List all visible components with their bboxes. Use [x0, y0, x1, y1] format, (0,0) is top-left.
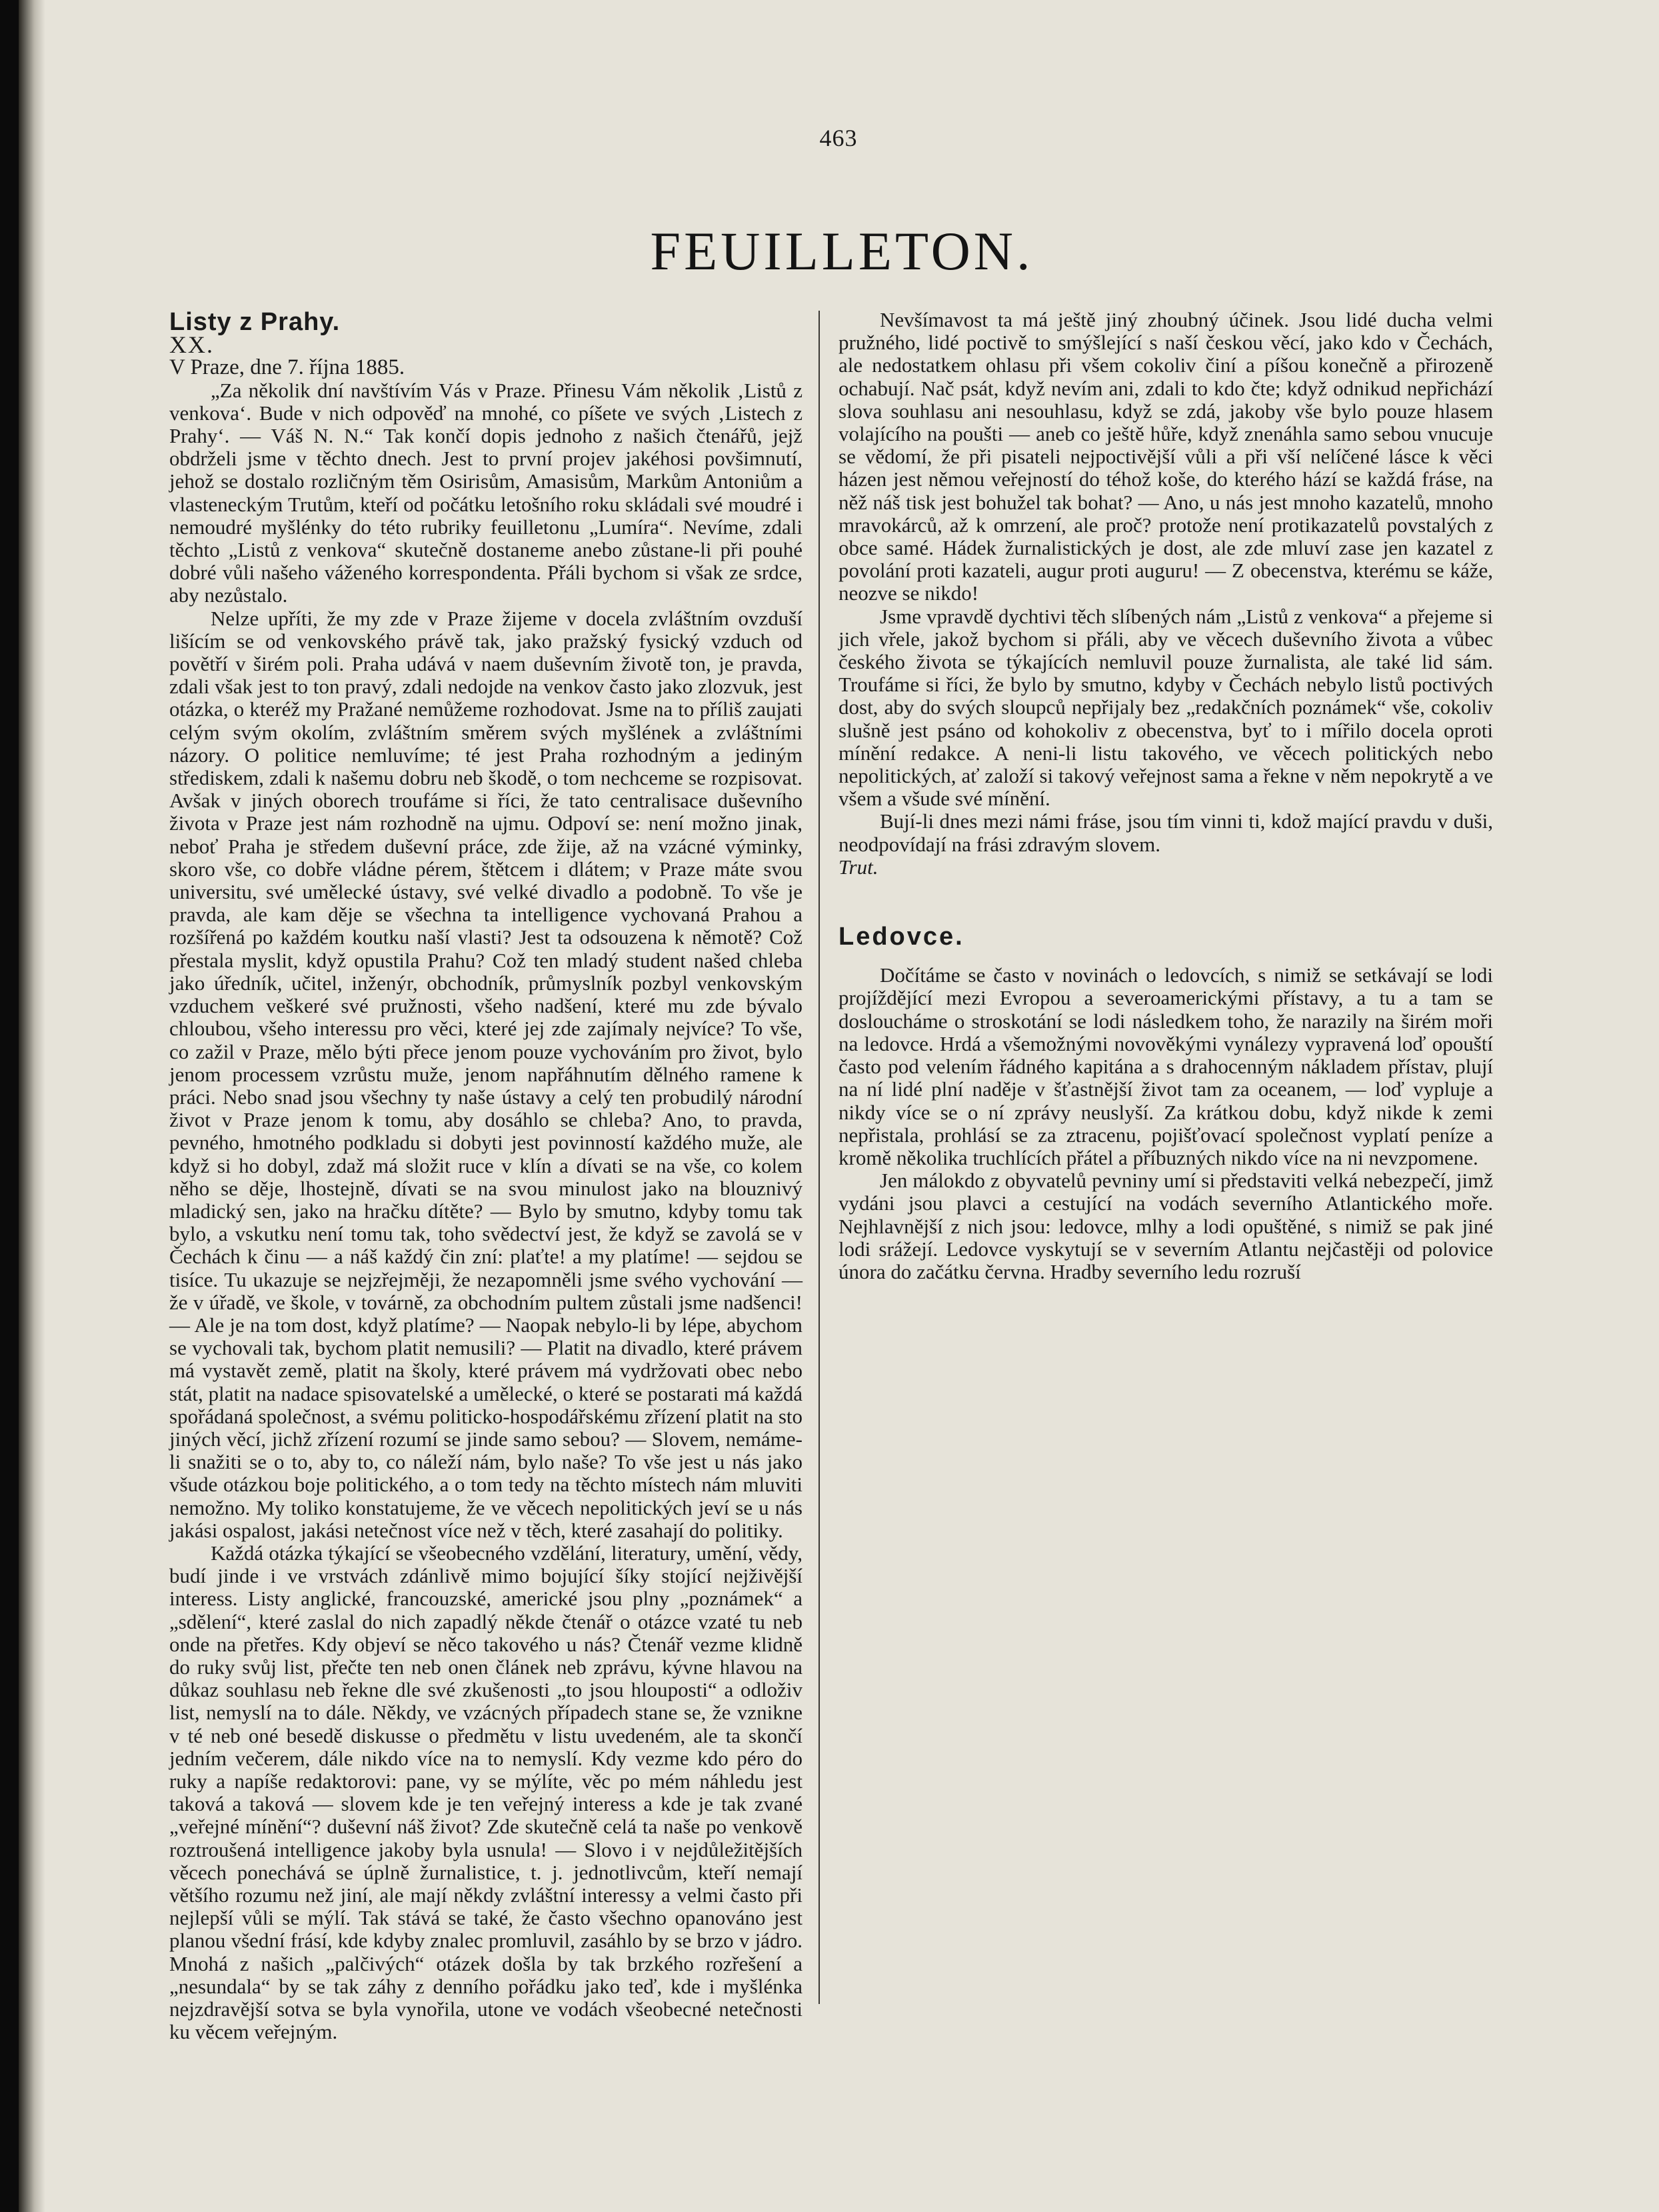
paragraph: Bují-li dnes mezi námi fráse, jsou tím vinni ti, kdož mající pravdu v duši, neodpovídají na frási zdravým slovem. [838, 809, 1493, 856]
article-ledovce [838, 925, 1493, 1283]
article-title: Listy z Prahy. [169, 308, 341, 336]
dateline: V Praze, dne 7. října 1885. [169, 355, 405, 380]
paragraph: „Za několik dní navštívím Vás v Praze. Přinesu Vám několik ‚Listů z venkova‘. Bude v nich odpověď na mnohé, co píšete ve svých ‚Listech z Prahy‘. — Váš N. N.“ Tak končí dopis jednoho z našich čtenářů, jejž obdrželi jsme v těchto dnech. Jest to první projev jakéhosi povšimnutí, jehož se dostalo rozličným těm Osirisům, Amasisům, Markům Antoniům a vlasteneckým Trutům, kteří od počátku letošního roku skládali své moudré i nemoudré myšlénky do této rubriky feuilletonu „Lumíra“. Nevíme, zdali těchto „Listů z venkova“ skutečně dostaneme anebo zůstane-li při pouhé dobré vůli našeho váženého korrespondenta. Přáli bychom si však ze srdce, aby nezůstalo. [169, 378, 803, 607]
section-heading: FEUILLETON. [650, 221, 1034, 281]
paragraph: Nevšímavost ta má ještě jiný zhoubný účinek. Jsou lidé ducha velmi pružného, lidé poctivě to smýšlející s naší českou věcí, jako kdo v Čechách, ale nedostatkem ohlasu při všem cokoliv činí a píšou konečně a přirozeně ochabují. Nač psát, když nevím ani, zdali to kdo čte; když odnikud nepřichází slova souhlasu ani nesouhlasu, když se zdá, jakoby vše bylo pouze hlasem volajícího na poušti — aneb co ještě hůře, když znenáhla samo sebou vnucuje se vědomí, že při pisateli nejpoctivější vůli a při vší nelíčené lásce k věci házen jest němou veřejností do téhož koše, do kterého hází se každá fráse, na něž náš tisk jest bohužel tak bohat? — Ano, u nás jest mnoho kazatelů, mnoho mravokárců, až k omrzení, ale proč? protože není protikazatelů povstalých z obce samé. Hádek žurnalistických je dost, ale zde mluví zase jen kazatel z povolání proti kazateli, augur proti auguru! — Z obecenstva, kterému se káže, neozve se nikdo! [838, 308, 1493, 605]
column-divider [819, 311, 820, 2004]
page-sheet [19, 0, 1659, 2212]
paragraph: Nelze upříti, že my zde v Praze žijeme v docela zvláštním ovzduší lišícím se od venkovského právě tak, jako pražský fysický vzduch od povětří v širém poli. Praha udává v naem duševním životě ton, je pravda, zdali však jest to ton pravý, zdali nedojde na venkov často jako zlozvuk, jest otázka, o kteréž my Pražané nemůžeme rozhodovat. Jsme na to příliš zaujati celým svým okolím, zvláštním směrem svých myšlének a zvláštními názory. O politice nemluvíme; té jest Praha rozhodným a jediným střediskem, zdali k našemu dobru neb škodě, o tom nechceme se rozpisovat. Avšak v jiných oborech troufáme si říci, že tato centralisace duševního života v Praze jest nám rozhodně na ujmu. Odpoví se: není možno jinak, neboť Praha je středem duševní práce, zde žije, až na vzácné výminky, skoro vše, co dobře vládne pérem, štětcem i dlátem; v Praze máte svou universitu, své umělecké ústavy, své velké divadlo a podobně. To vše je pravda, ale kam děje se všechna ta intelligence vychovaná Prahou a rozšířená po každém koutku naší vlasti? Jest ta odsouzena k němotě? Což přestala myslit, když opustila Prahu? Což ten mladý student našed chleba jako úředník, učitel, inženýr, obchodník, průmyslník pozbyl venkovským vzduchem veškeré své pružnosti, všeho nadšení, které mu zde bývalo chloubou, všeho interessu pro věci, které jej zde zajímaly nejvíce? To vše, co zažil v Praze, mělo býti přece jenom pouze vychováním pro život, bylo jenom processem vzrůstu muže, jenom napřáhnutím dělného ramene k práci. Nebo snad jsou všechny ty naše ústavy a celý ten probudilý národní život v Praze jenom k tomu, aby dosáhlo se chleba? Ano, to pravda, pevného, hmotného podkladu si dobyti jest povinností každého muže, ale když si ho dobyl, zdaž má složit ruce v klín a dívati se na vše, co kolem něho se děje, lhostejně, dívati se na svou minulost jako na blouznivý mladický sen, jako na hračku dítěte? — Bylo by smutno, kdyby tomu tak bylo, a vskutku není tomu tak, toho svědectví jest, že když se zavolá se v Čechách k činu — a náš každý čin zní: plaťte! a my platíme! — sejdou se tisíce. Tu ukazuje se nejzřejměji, že nezapomněli jsme svého vychování — že v úřadě, ve škole, v továrně, za obchodním pultem zůstali jsme nadšenci! — Ale je na tom dost, když platíme? — Naopak nebylo-li by lépe, abychom se vychovali tak, bychom platit nemusili? — Platit na divadlo, které právem má vystavět země, platit na školy, které právem má vydržovati obec nebo stát, platit na nadace spisovatelské a umělecké, o které se postarati má každá spořádaná společnost, a svému politicko-hospodářskému zřízení platit na sto jiných věcí, jichž zřízení rozumí se jinde samo sebou? — Slovem, nemáme-li snažiti se o to, aby to, co náleží nám, bylo naše? To vše jest u nás jako všude otázkou boje politického, a o tom tedy na těchto místech nám mluviti nemožno. My toliko konstatujeme, že ve věcech nepolitických jeví se u nás jakási ospalost, jakási netečnost více než v těch, které zasahají do politiky. [169, 606, 803, 1542]
paragraph: Každá otázka týkající se všeobecného vzdělání, literatury, umění, vědy, budí jinde i ve vrstvách zdánlivě mimo bojující šíky stojící nejživější interess. Listy anglické, francouzské, americké jsou plny „poznámek“ a „sdělení“, které zaslal do nich zapadlý někde čtenář o otázce vzaté tu neb onde na přetřes. Kdy objeví se něco takového u nás? Čtenář vezme klidně do ruky svůj list, přečte ten neb onen článek neb zprávu, kývne hlavou na důkaz souhlasu neb řekne dle své zkušenosti „to jsou hlouposti“ a odloživ list, nemyslí na to dále. Někdy, ve vzácných případech stane se, že vznikne v té neb oné besedě diskusse o předmětu v listu uvedeném, ale ta skončí jedním večerem, dále nikdo více na to nemyslí. Kdy vezme kdo péro do ruky a napíše redaktorovi: pane, vy se mýlíte, věc po mém náhledu jest taková a taková — slovem kde je ten veřejný interess a kde je tak zvané „veřejné mínění“? duševní náš život? Zde skutečně celá ta naše po venkově roztroušená intelligence jakoby byla usnula! — Slovo i v nejdůležitějších věcech ponechává se úplně žurnalistice, t. j. jednotlivcům, kteří nemají většího rozumu než jiní, ale mají někdy zvláštní interessy a velmi často při nejlepší vůli se mýlí. Tak stává se také, že často všechno opanováno jest planou všední frásí, kde kdyby znalec promluvil, zasáhlo by se brzo v jádro. Mnohá z našich „palčivých“ otázek došla by tak brzkého rozřešení a „nesundala“ by se tak záhy z denního pořádku jako teď, kde i myšlénka nejzdravější sotva se byla vynořila, utone ve vodách všeobecné netečnosti ku věcem veřejným. [169, 1541, 803, 2044]
paragraph: Dočítáme se často v novinách o ledovcích, s nimiž se setkávají se lodi projíždějící mezi Evropou a severoamerickými přístavy, a tu a tam se dosloucháme o stroskotání se lodi následkem toho, že narazily na širém moři na ledovce. Hrdá a všemožnými novověkými vynálezy vypravená loď opouští často pod velením řádného kapitána a s drahocenným nákladem přístav, plují na ní lidé plní naděje v šťastnější život tam za oceanem, — loď vypluje a nikdy více se o ní zprávy neuslyší. Za krátkou dobu, když nikde k zemi nepřistala, prohlásí se za ztracenu, pojišťovací společnost vyplatí peníze a kromě několika truchlících přátel a příbuzných nikdo více na ni nevzpomene. [838, 963, 1493, 1169]
column-right [838, 309, 1493, 1283]
column-left [169, 308, 803, 2044]
signature: Trut. [838, 855, 878, 879]
paragraph: Jsme vpravdě dychtivi těch slíbených nám „Listů z venkova“ a přejeme si jich vřele, jakož bychom si přáli, aby ve věcech duševního života a vůbec českého života se týkajících nemluvil pouze žurnalista, ale také lid sám. Troufáme si říci, že bylo by smutno, kdyby v Čechách nebylo listů poctivých dost, aby do svých sloupců nepřijaly bez „redakčních poznámek“ vše, cokoliv slušně jest psáno od kohokoliv z obecenstva, byť to i mířilo docela oproti mínění redakce. A neni-li listu takového, ve věcech politických nebo nepolitických, ať založí si takový veřejnost sama a řekne v něm nepokrytě a ve všem a všude své mínění. [838, 604, 1493, 811]
article-number: XX. [169, 331, 214, 359]
binding-gutter [19, 0, 45, 2212]
article-title: Ledovce. [838, 923, 964, 951]
page-number: 463 [819, 125, 858, 151]
paragraph: Jen málokdo z obyvatelů pevniny umí si představiti velká nebezpečí, jimž vydáni jsou plavci a cestující na vodách severního Atlantického moře. Nejhlavnější z nich jsou: ledovce, mlhy a lodi opuštěné, s nimiž se pak jiné lodi srážejí. Ledovce vyskytují se v severním Atlantu nejčastěji od polovice února do začátku června. Hradby severního ledu rozruší [838, 1169, 1493, 1283]
